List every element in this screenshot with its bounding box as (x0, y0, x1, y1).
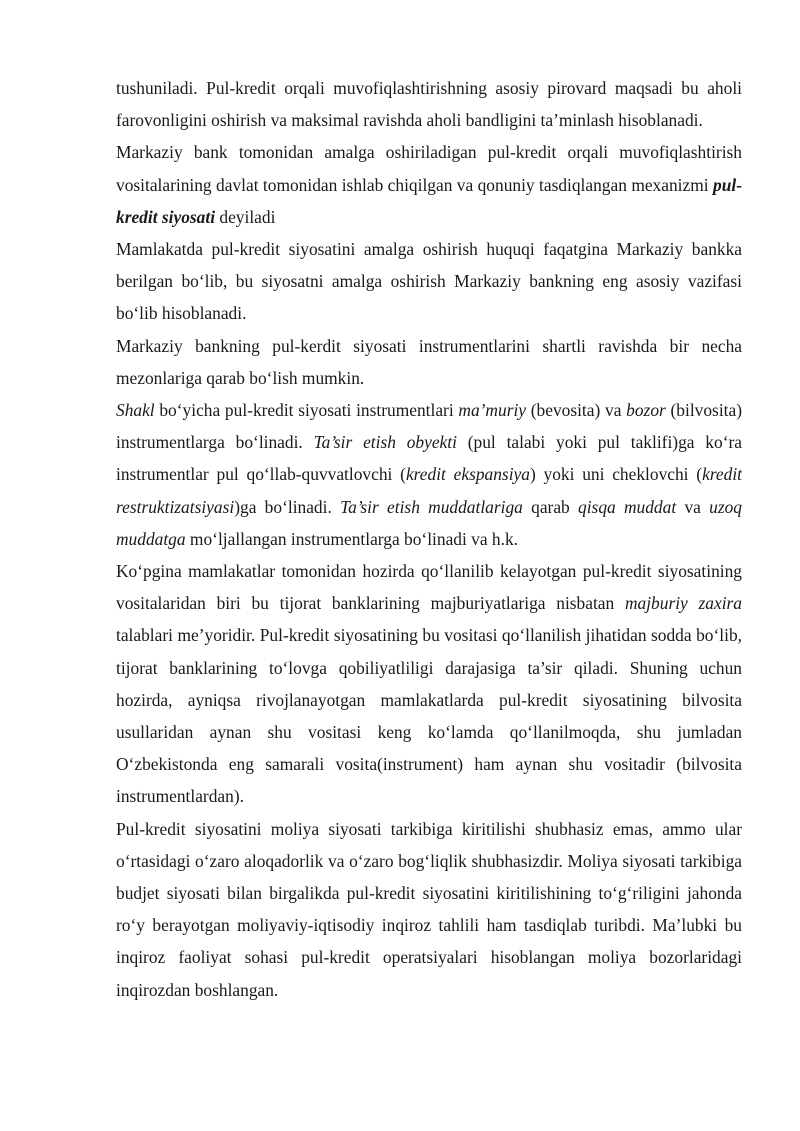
emphasized-term: ma’muriy (458, 400, 527, 421)
text-run: (bilvosita) instrumentlarga bo‘linadi. (116, 400, 742, 453)
paragraph (116, 813, 742, 1006)
text-run: Markaziy bank tomonidan amalga oshiriladigan pul-kredit orqali muvofiqlashtirish vositalarining davlat tomonidan ishlab chiqilgan va qonuniy tasdiqlangan mexanizmi (116, 142, 742, 195)
text-run: ) yoki uni cheklovchi ( (529, 464, 703, 485)
emphasized-term: kredit ekspansiya (405, 464, 530, 485)
text-run: talablari me’yoridir. Pul-kredit siyosatining bu vositasi qo‘llanilish jihatidan sodda bo‘lib, tijorat banklarining to‘lovga qobiliyatliligi darajasiga ta’sir qiladi. Shuning uchun hozirda, ayniqsa rivojlanayotgan mamlakatlarda pul-kredit siyosatining bilvosita usullaridan aynan shu vositasi keng ko‘lamda qo‘llanilmoqda, shu jumladan O‘zbekistonda eng samarali vosita(instrument) ham aynan shu vositadir (bilvosita instrumentlardan). (116, 625, 742, 807)
paragraph (116, 330, 742, 394)
emphasized-term: Ta’sir etish obyekti (313, 432, 457, 453)
text-run: qarab (522, 496, 579, 517)
paragraph (116, 72, 742, 136)
text-run: Ko‘pgina mamlakatlar tomonidan hozirda qo‘llanilib kelayotgan pul-kredit siyosatining vositalaridan biri bu tijorat banklarining majburiyatlariga nisbatan (116, 561, 742, 614)
text-run: va (676, 496, 710, 517)
text-run: Mamlakatda pul-kredit siyosatini amalga oshirish huquqi faqatgina Markaziy bankka berilgan bo‘lib, bu siyosatni amalga oshirish Markaziy bankning eng asosiy vazifasi bo‘lib hisoblanadi. (116, 239, 742, 324)
emphasized-term: bozor (626, 400, 666, 421)
text-run: mo‘ljallangan instrumentlarga bo‘linadi va h.k. (185, 528, 519, 549)
paragraph (116, 555, 742, 813)
text-run: tushuniladi. Pul-kredit orqali muvofiqlashtirishning asosiy pirovard maqsadi bu aholi farovonligini oshirish va maksimal ravishda aholi bandligini ta’minlash hisoblanadi. (116, 78, 742, 131)
paragraph (116, 136, 742, 233)
text-run: Markaziy bankning pul-kerdit siyosati instrumentlarini shartli ravishda bir necha mezonlariga qarab bo‘lish mumkin. (116, 335, 742, 388)
text-run: )ga bo‘linadi. (234, 496, 341, 517)
document-page (116, 72, 742, 1006)
emphasized-term: Ta’sir etish muddatlariga (340, 496, 523, 517)
paragraph (116, 233, 742, 330)
text-run: (pul talabi yoki pul taklifi)ga ko‘ra instrumentlar pul qo‘llab-quvvatlovchi ( (116, 432, 742, 485)
text-run: bo‘yicha pul-kredit siyosati instrumentlari (154, 400, 459, 421)
emphasized-term: pul-kredit siyosati (116, 174, 742, 227)
paragraph (116, 394, 742, 555)
emphasized-term: kredit restruktizatsiyasi (116, 464, 743, 517)
emphasized-term: majburiy zaxira (624, 593, 742, 614)
text-run: deyiladi (215, 206, 276, 227)
text-run: (bevosita) va (526, 400, 627, 421)
emphasized-term: Shakl (116, 400, 155, 421)
text-run: Pul-kredit siyosatini moliya siyosati tarkibiga kiritilishi shubhasiz emas, ammo ular o‘rtasidagi o‘zaro aloqadorlik va o‘zaro bog‘liqlik shubhasizdir. Moliya siyosati tarkibiga budjet siyosati bilan birgalikda pul-kredit siyosatini kiritilishining to‘g‘riligini jahonda ro‘y berayotgan moliyaviy-iqtisodiy inqiroz tahlili ham tasdiqlab turibdi. Ma’lubki bu inqiroz faoliyat sohasi pul-kredit operatsiyalari hisoblangan moliya bozorlaridagi inqirozdan boshlangan. (116, 818, 742, 1000)
emphasized-term: qisqa muddat (578, 496, 677, 517)
emphasized-term: uzoq muddatga (116, 496, 742, 549)
